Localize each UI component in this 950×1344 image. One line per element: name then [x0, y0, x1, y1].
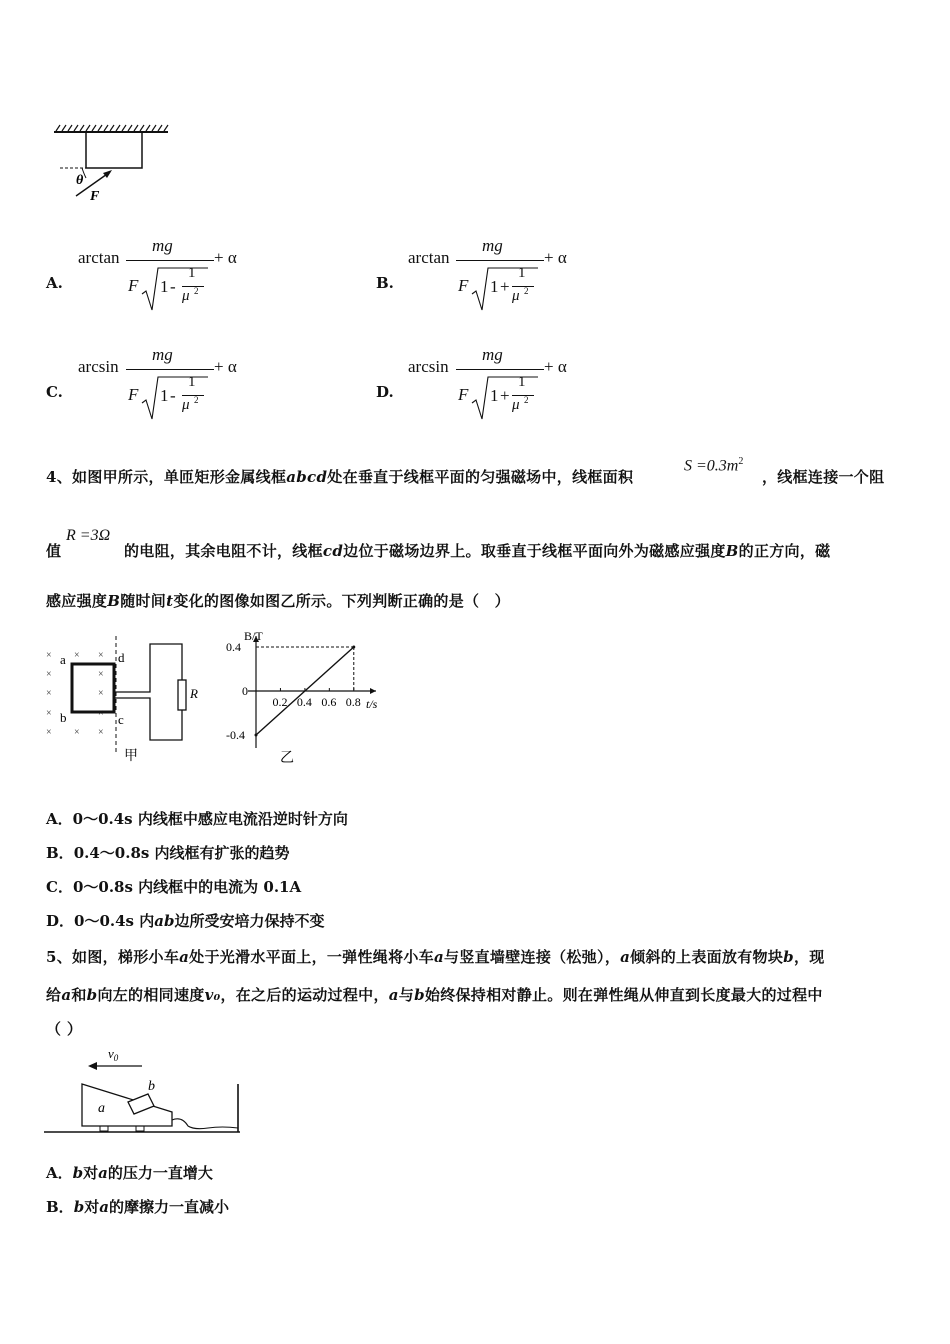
sqrt-one: 1 — [490, 277, 499, 296]
sqrt-sign-op: - — [170, 277, 176, 296]
block — [86, 132, 142, 168]
fraction-bar — [456, 369, 544, 370]
label-b-block: b — [148, 1079, 155, 1094]
wheel-left — [100, 1126, 108, 1131]
svg-text:×: × — [46, 727, 52, 738]
q5-option-a[interactable]: A．b对a的压力一直增大 — [46, 1164, 213, 1182]
q4-area-formula: $S =0.3m^2$ — [684, 456, 744, 475]
plus-alpha: + α — [214, 357, 237, 376]
trig-function: arctan — [408, 248, 450, 267]
option-letter: C. — [46, 383, 63, 401]
inner-fraction-bar — [182, 286, 204, 287]
chart-y-tick-label: 0 — [242, 684, 248, 698]
q4-option-b[interactable]: B．0.4～0.8s 内线框有扩张的趋势 — [46, 844, 290, 862]
sqrt-one: 1 — [160, 386, 169, 405]
denominator-F: F — [458, 385, 469, 404]
cart-a — [82, 1084, 172, 1126]
chart-y-tick-label: 0.4 — [226, 640, 241, 654]
svg-text:×: × — [46, 688, 52, 699]
inner-denominator-mu: μ — [182, 288, 190, 304]
svg-text:×: × — [98, 669, 104, 680]
chart-point-start — [255, 734, 258, 737]
inner-fraction-bar — [512, 286, 534, 287]
q3-option-c[interactable] — [46, 345, 346, 435]
chart-y-axis-label: B/T — [244, 629, 263, 643]
wheel-right — [136, 1126, 144, 1131]
svg-text:×: × — [74, 727, 80, 738]
q4-figure-yi-chart — [206, 628, 390, 768]
q4-option-c[interactable]: C．0～0.8s 内线框中的电流为 0.1A — [46, 878, 302, 896]
inner-exponent: 2 — [524, 286, 529, 296]
label-R: R — [190, 686, 198, 701]
q4-option-a[interactable]: A．0～0.4s 内线框中感应电流沿逆时针方向 — [46, 810, 348, 828]
q4-figure-jia — [40, 636, 200, 766]
label-a-cart: a — [98, 1101, 105, 1116]
svg-text:×: × — [98, 708, 104, 719]
svg-text:×: × — [98, 727, 104, 738]
q4-line1: 4、如图甲所示，单匝矩形金属线框abcd处在垂直于线框平面的匀强磁场中，线框面积 — [46, 468, 634, 486]
denominator-F: F — [128, 276, 139, 295]
svg-text:×: × — [98, 688, 104, 699]
label-c: c — [118, 712, 124, 727]
block-b — [128, 1094, 154, 1114]
chart-point-end — [352, 646, 355, 649]
fraction-bar — [456, 260, 544, 261]
option-letter: D. — [376, 383, 394, 401]
inner-numerator: 1 — [188, 265, 196, 281]
chart-x-axis-label: t/s — [366, 697, 378, 711]
q4-line2: 的电阻，其余电阻不计，线框cd边位于磁场边界上。取垂直于线框平面向外为磁感应强度B的正方向，磁 — [124, 542, 831, 560]
svg-text:×: × — [74, 650, 80, 661]
numerator: mg — [152, 345, 173, 364]
resistor — [178, 680, 186, 710]
option-letter: B. — [376, 274, 394, 292]
chart-y-tick-label: -0.4 — [226, 728, 245, 742]
force-label: F — [90, 189, 100, 204]
svg-text:×: × — [98, 650, 104, 661]
q5-line2: 给a和b向左的相同速度v₀，在之后的运动过程中，a与b始终保持相对静止。则在弹性绳从伸直到长度最大的过程中 — [46, 986, 823, 1004]
inner-exponent: 2 — [524, 395, 529, 405]
inner-fraction-bar — [182, 395, 204, 396]
caption-yi: 乙 — [280, 751, 294, 766]
velocity-label: $v_0$ — [108, 1046, 119, 1063]
numerator: mg — [482, 345, 503, 364]
elastic-rope — [172, 1119, 238, 1129]
inner-numerator: 1 — [188, 374, 196, 390]
inner-numerator: 1 — [518, 265, 526, 281]
denominator-F: F — [128, 385, 139, 404]
q3-force-diagram — [48, 122, 178, 204]
velocity-arrowhead — [88, 1062, 97, 1070]
inner-exponent: 2 — [194, 395, 199, 405]
chart-x-tick-label: 0.6 — [321, 695, 337, 709]
circuit-lower — [114, 698, 182, 740]
q5-line1: 5、如图，梯形小车a处于光滑水平面上，一弹性绳将小车a与竖直墙壁连接（松弛），a倾斜的上表面放有物块b，现 — [46, 948, 825, 966]
q4-line1-end: ，线框连接一个阻 — [762, 468, 885, 486]
inner-denominator-mu: μ — [512, 288, 520, 304]
sqrt-sign-op: + — [500, 277, 510, 296]
trig-function: arcsin — [78, 357, 119, 376]
trig-function: arcsin — [408, 357, 449, 376]
q4-line3: 感应强度B随时间t变化的图像如图乙所示。下列判断正确的是（ ） — [46, 592, 510, 610]
chart-x-arrow — [370, 688, 376, 694]
svg-text:×: × — [46, 650, 52, 661]
numerator: mg — [482, 236, 503, 255]
wire-loop — [72, 664, 114, 712]
inner-denominator-mu: μ — [512, 397, 520, 413]
denominator-F: F — [458, 276, 469, 295]
inner-fraction-bar — [512, 395, 534, 396]
label-a: a — [60, 652, 66, 667]
caption-jia: 甲 — [124, 749, 138, 764]
sqrt-sign-op: - — [170, 386, 176, 405]
q5-cart-figure — [42, 1044, 246, 1140]
numerator: mg — [152, 236, 173, 255]
q4-line2-start: 值 — [46, 542, 62, 560]
chart-x-tick-label: 0.2 — [272, 695, 288, 709]
angle-label: θ — [76, 173, 84, 188]
q4-resistance-formula: R =3Ω — [66, 527, 111, 544]
option-letter: A. — [46, 274, 63, 292]
plus-alpha: + α — [544, 357, 567, 376]
fraction-bar — [126, 260, 214, 261]
plus-alpha: + α — [214, 248, 237, 267]
chart-x-tick-label: 0.4 — [296, 695, 312, 709]
sqrt-one: 1 — [160, 277, 169, 296]
q3-option-a[interactable] — [46, 236, 346, 326]
inner-numerator: 1 — [518, 374, 526, 390]
chart-x-tick-label: 0.8 — [345, 695, 361, 709]
inner-exponent: 2 — [194, 286, 199, 296]
ceiling — [54, 125, 168, 132]
svg-text:×: × — [46, 669, 52, 680]
label-b: b — [60, 710, 67, 725]
q3-option-b[interactable] — [376, 236, 676, 326]
inner-denominator-mu: μ — [182, 397, 190, 413]
sqrt-sign-op: + — [500, 386, 510, 405]
q5-line3: （ ） — [46, 1020, 83, 1038]
sqrt-one: 1 — [490, 386, 499, 405]
fraction-bar — [126, 369, 214, 370]
svg-text:×: × — [46, 708, 52, 719]
q3-option-d[interactable] — [376, 345, 676, 435]
q5-option-b[interactable]: B．b对a的摩擦力一直减小 — [46, 1198, 229, 1216]
plus-alpha: + α — [544, 248, 567, 267]
label-d: d — [118, 650, 125, 665]
q4-option-d[interactable]: D．0～0.4s 内ab边所受安培力保持不变 — [46, 912, 325, 930]
trig-function: arctan — [78, 248, 120, 267]
